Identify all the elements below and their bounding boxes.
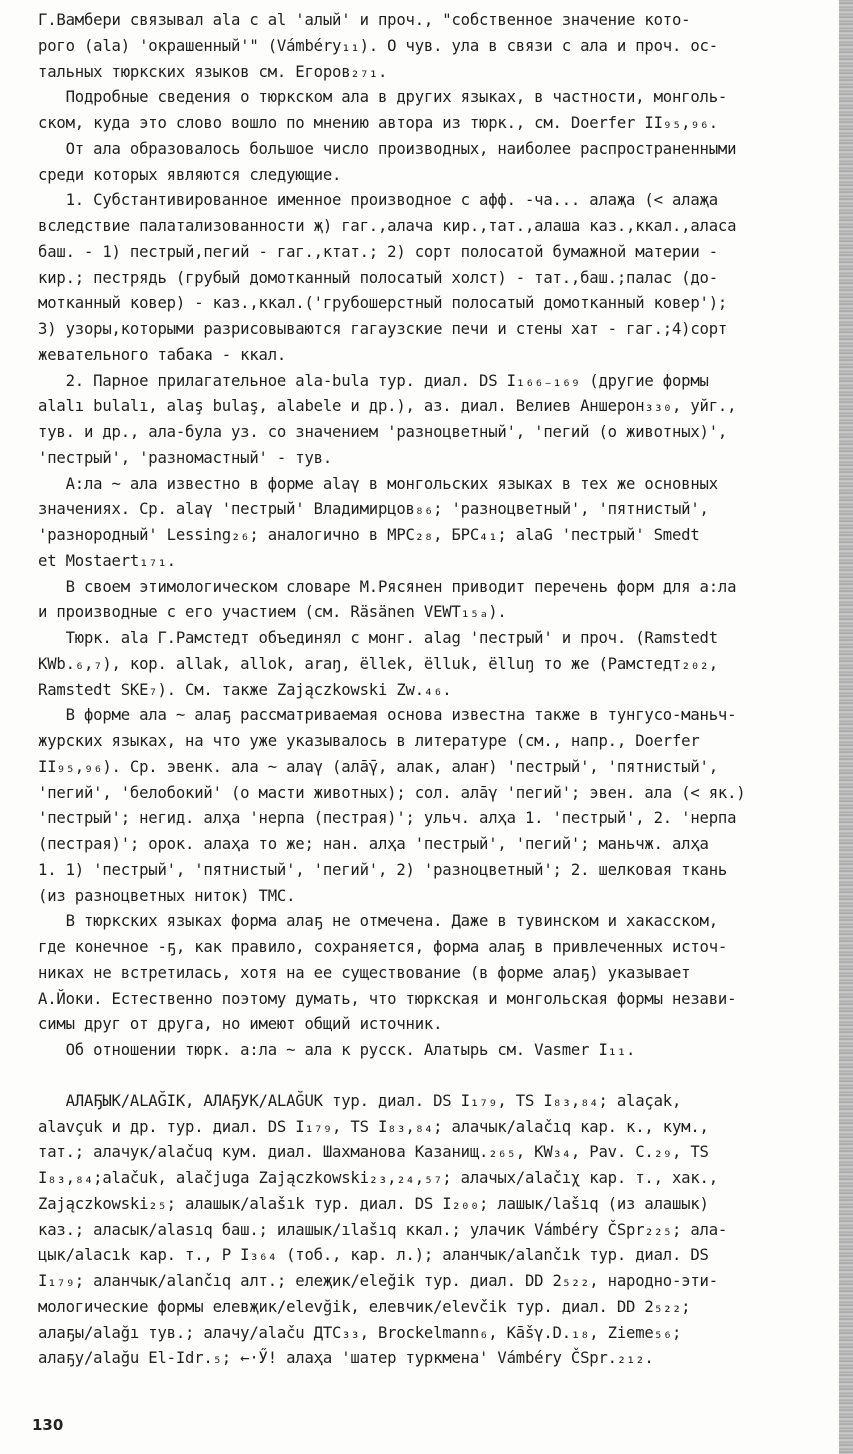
- section-alagik-entry: [38, 1089, 842, 1372]
- text-line: тальных тюркских языков см. Егоров₂₇₁.: [38, 62, 388, 81]
- text-line: рого (ala) 'окрашенный'" (Vámbéry₁₁). О чув. ула в связи с ала и проч. ос-: [38, 36, 718, 55]
- text-line: алаҕы/alağı тув.; алачу/alaču ДТС₃₃, Brockelmann₆, Kāšγ.D.₁₈, Zieme₅₆;: [38, 1323, 682, 1342]
- text-line: значениях. Ср. alaγ 'пестрый' Владимирцов₈₆; 'разноцветный', 'пятнистый',: [38, 500, 709, 519]
- text-line: 'пестрый', 'разномастный' - тув.: [38, 448, 333, 467]
- text-line: Подробные сведения о тюркском ала в других языках, в частности, монголь-: [38, 88, 728, 107]
- text-line: тат.; алачук/alačuq кум. диал. Шахманова Казанищ.₂₆₅, KW₃₄, Pav. C.₂₉, TS: [38, 1143, 709, 1162]
- text-line: В форме ала ~ алаҕ рассматриваемая основа известна также в тунгусо-маньч-: [38, 706, 737, 725]
- text-line: ском, куда это слово вошло по мнению автора из тюрк., см. Doerfer II₉₅,₉₆.: [38, 114, 718, 132]
- text-line: 'пестрый'; негид. алҳа 'нерпа (пестрая)'; ульч. алҳа 1. 'пестрый', 2. 'нерпа: [38, 809, 737, 828]
- text-line: тув. и др., ала-була уз. со значением 'разноцветный', 'пегий (о животных)',: [38, 423, 728, 441]
- text-line: 3) узоры,которыми разрисовываются гагаузские печи и стены хат - гаг.;4)сорт: [38, 320, 728, 338]
- text-line: alavçuk и др. тур. диал. DS I₁₇₉, TS I₈₃,₈₄; алачык/alačıq кар. к., кум.,: [38, 1117, 709, 1136]
- text-line: I₈₃,₈₄;alačuk, alačjuga Zajączkowski₂₃,₂₄,₅₇; алачых/alačıχ кар. т., хак.,: [38, 1169, 718, 1187]
- text-line: 1. 1) 'пестрый', 'пятнистый', 'пегий', 2) 'разноцветный'; 2. шелковая ткань: [38, 860, 728, 879]
- text-line: мологические формы елевҗик/elevğik, елевчик/elevčik тур. диал. DD 2₅₂₂;: [38, 1297, 691, 1316]
- text-line: et Mostaert₁₇₁.: [38, 551, 176, 570]
- text-line: Тюрк. ala Г.Рамстедт объединял с монг. alag 'пестрый' и проч. (Ramstedt: [38, 629, 718, 647]
- text-line: (пестрая)'; орок. алаҳа то же; нан. алҳа 'пестрый', 'пегий'; маньчж. алҳа: [38, 835, 709, 853]
- text-line: АЛАҔЫК/ALAĞIK, АЛАҔУК/ALAĞUK тур. диал. DS I₁₇₉, TS I₈₃,₈₄; alaçak,: [38, 1091, 682, 1110]
- text-line: где конечное -ҕ, как правило, сохраняется, форма алаҕ в привлеченных источ-: [38, 938, 728, 956]
- document-body: [38, 8, 842, 1372]
- section-spacer: [38, 1064, 842, 1089]
- text-line: А:ла ~ ала известно в форме alaγ в монгольских языках в тех же основных: [38, 474, 718, 493]
- text-line: От ала образовалось большое число производных, наиболее распространенными: [38, 139, 737, 158]
- text-line: 'разнородный' Lessing₂₆; аналогично в МРС₂₈, БРС₄₁; alaG 'пестрый' Smedt: [38, 526, 700, 544]
- text-line: KWb.₆,₇), кор. allak, allok, araŋ, ëllek, ëlluk, ëlluŋ то же (Рамстедт₂₀₂,: [38, 654, 718, 673]
- text-line: жевательного табака - ккал.: [38, 345, 287, 364]
- section-ala-discussion: [38, 8, 842, 1064]
- text-line: и производные с его участием (см. Räsänen VEWT₁₅ₐ).: [38, 603, 507, 622]
- text-line: баш. - 1) пестрый,пегий - гаг.,ктат.; 2) сорт полосатой бумажной материи -: [38, 242, 718, 261]
- text-line: 2. Парное прилагательное ala-bula тур. диал. DS I₁₆₆₋₁₆₉ (другие формы: [38, 371, 709, 390]
- text-line: А.Йоки. Естественно поэтому думать, что тюркская и монгольская формы незави-: [38, 989, 737, 1008]
- text-line: I₁₇₉; аланчык/alančıq алт.; елеҗик/eleğik тур. диал. DD 2₅₂₂, народно-эти-: [38, 1272, 718, 1290]
- text-line: симы друг от друга, но имеют общий источник.: [38, 1015, 443, 1034]
- text-line: 'пегий', 'белобокий' (о масти животных); сол. алāγ 'пегий'; эвен. ала (< як.): [38, 783, 746, 802]
- text-line: alalı bulalı, alaş bulaş, alabele и др.), аз. диал. Велиев Аншерон₃₃₀, уйг.,: [38, 397, 737, 416]
- text-line: алаҕу/alağu El-Idr.₅; ←·Ӳ! алаҳа 'шатер туркмена' Vámbéry ČSpr.₂₁₂.: [38, 1349, 654, 1368]
- text-line: никах не встретилась, хотя на ее существование (в форме алаҕ) указывает: [38, 963, 691, 982]
- text-line: кир.; пестрядь (грубый домотканный полосатый холст) - тат.,баш.;палас (до-: [38, 268, 718, 287]
- text-line: Zajączkowski₂₅; алашык/alašık тур. диал. DS I₂₀₀; лашык/lašıq (из алашык): [38, 1194, 709, 1213]
- text-line: Г.Вамбери связывал ala с al 'алый' и проч., "собственное значение кото-: [38, 11, 691, 29]
- text-line: Ramstedt SKE₇). См. также Zajączkowski Zw.₄₆.: [38, 680, 452, 699]
- text-line: II₉₅,₉₆). Ср. эвенк. ала ~ алаγ (алā̄γ, алак, алаҥ) 'пестрый', 'пятнистый',: [38, 757, 718, 776]
- page-number: 130: [32, 1416, 64, 1434]
- text-line: каз.; аласык/alasıq баш.; илашык/ılašıq ккал.; улачик Vámbéry ČSpr₂₂₅; ала-: [38, 1220, 728, 1239]
- text-line: В своем этимологическом словаре М.Рясянен приводит перечень форм для а:ла: [38, 577, 737, 596]
- text-line: среди которых являются следующие.: [38, 165, 342, 184]
- text-line: цык/alacık кар. т., P I₃₆₄ (тоб., кар. л.); аланчык/alančık тур. диал. DS: [38, 1246, 709, 1265]
- text-line: В тюркских языках форма алаҕ не отмечена. Даже в тувинском и хакасском,: [38, 912, 718, 931]
- text-line: вследствие палатализованности җ) гаг.,алача кир.,тат.,алаша каз.,ккал.,аласа: [38, 217, 737, 235]
- text-line: журских языках, на что уже указывалось в литературе (см., напр., Doerfer: [38, 732, 700, 750]
- text-line: 1. Субстантивированное именное производное с афф. -ча... алаҗа (< алаҗа: [38, 191, 718, 210]
- text-line: Об отношении тюрк. а:ла ~ ала к русск. Алатырь см. Vasmer I₁₁.: [38, 1041, 636, 1059]
- text-line: мотканный ковер) - каз.,ккал.('грубошерстный полосатый домотканный ковер');: [38, 294, 728, 313]
- text-line: (из разноцветных ниток) ТМС.: [38, 886, 296, 905]
